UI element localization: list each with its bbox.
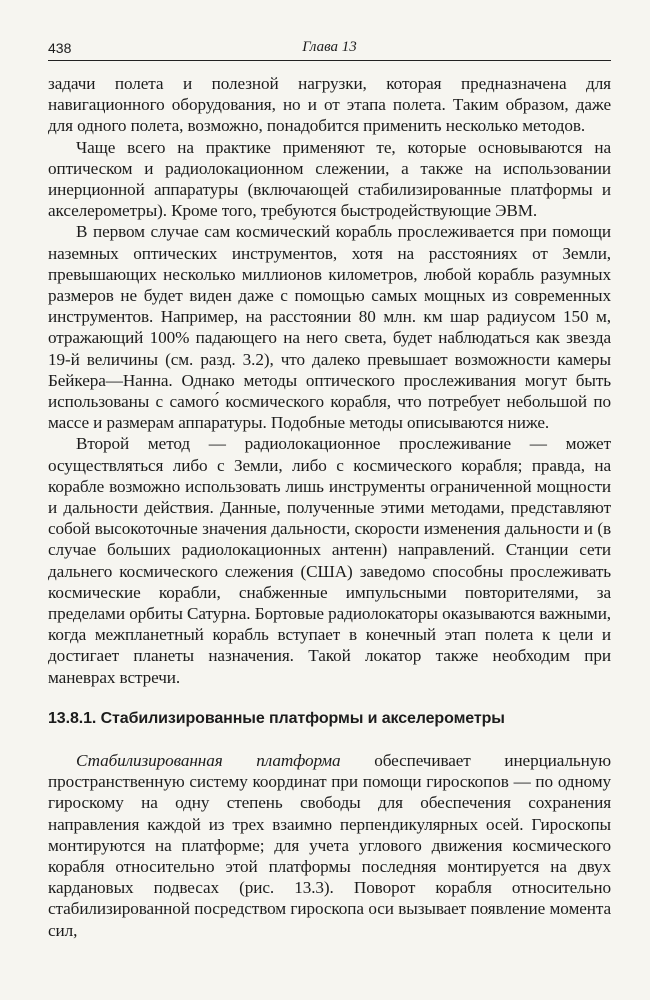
- emphasized-term: Стабилизированная платформа: [76, 750, 341, 770]
- body-text: [48, 73, 611, 941]
- page-header: [48, 38, 611, 61]
- section-paragraph-text: обеспечивает инерциальную пространственную систему координат при помощи гироскопов — по одному гироскому на одну степень свободы для обеспечения сохранения направления каждой из трех взаимно перпендикулярных осей. Гироскопы монтируются на платформе; для учета углового движения космического корабля относительно этой платформы последняя монтируется на двух кардановых подвесах (рис. 13.3). Поворот корабля относительно стабилизированной посредством гироскопа оси вызывает появление момента сил,: [48, 750, 611, 940]
- section-heading: 13.8.1. Стабилизированные платформы и акселерометры: [48, 709, 505, 727]
- running-head: Глава 13: [302, 39, 357, 55]
- paragraph: Второй метод — радиолокационное прослеживание — может осуществляться либо с Земли, либо с космического корабля; правда, на корабле возможно использовать лишь инструменты ограниченной мощности и дальности действия. Данные, полученные этими методами, представляют собой высокоточные значения дальности, скорости изменения дальности и (в случае больших радиолокационных антенн) направлений. Станции сети дальнего космического слежения (США) заведомо способны прослеживать космические корабли, снабженные импульсными повторителями, за пределами орбиты Сатурна. Бортовые радиолокаторы оказываются важными, когда межпланетный корабль вступает в конечный этап полета к цели и достигает планеты назначения. Такой локатор также необходим при маневрах встречи.: [48, 434, 611, 687]
- section-paragraph: [48, 750, 611, 941]
- book-page: [48, 38, 611, 941]
- paragraph: В первом случае сам космический корабль прослеживается при помощи наземных оптических инструментов, хотя на расстояниях от Земли, превышающих несколько миллионов километров, любой корабль разумных размеров не будет виден даже с помощью самых мощных из современных инструментов. Например, на расстоянии 80 млн. км шар радиусом 150 м, отражающий 100% падающего на него света, будет наблюдаться как звезда 19-й величины (см. разд. 3.2), что далеко превышает возможности камеры Бейкера—Нанна. Однако методы оптического прослеживания могут быть использованы с самого́ космического корабля, что потребует небольшой по массе и размерам аппаратуры. Подобные методы описываются ниже.: [48, 222, 611, 433]
- page-number: 438: [48, 40, 72, 56]
- paragraph-continued: задачи полета и полезной нагрузки, которая предназначена для навигационного оборудования, но и от этапа полета. Таким образом, даже для одного полета, возможно, понадобится применить несколько методов.: [48, 74, 611, 136]
- paragraph: Чаще всего на практике применяют те, которые основываются на оптическом и радиолокационном слежении, а также на использовании инерционной аппаратуры (включающей стабилизированные платформы и акселерометры). Кроме того, требуются быстродействующие ЭВМ.: [48, 137, 611, 221]
